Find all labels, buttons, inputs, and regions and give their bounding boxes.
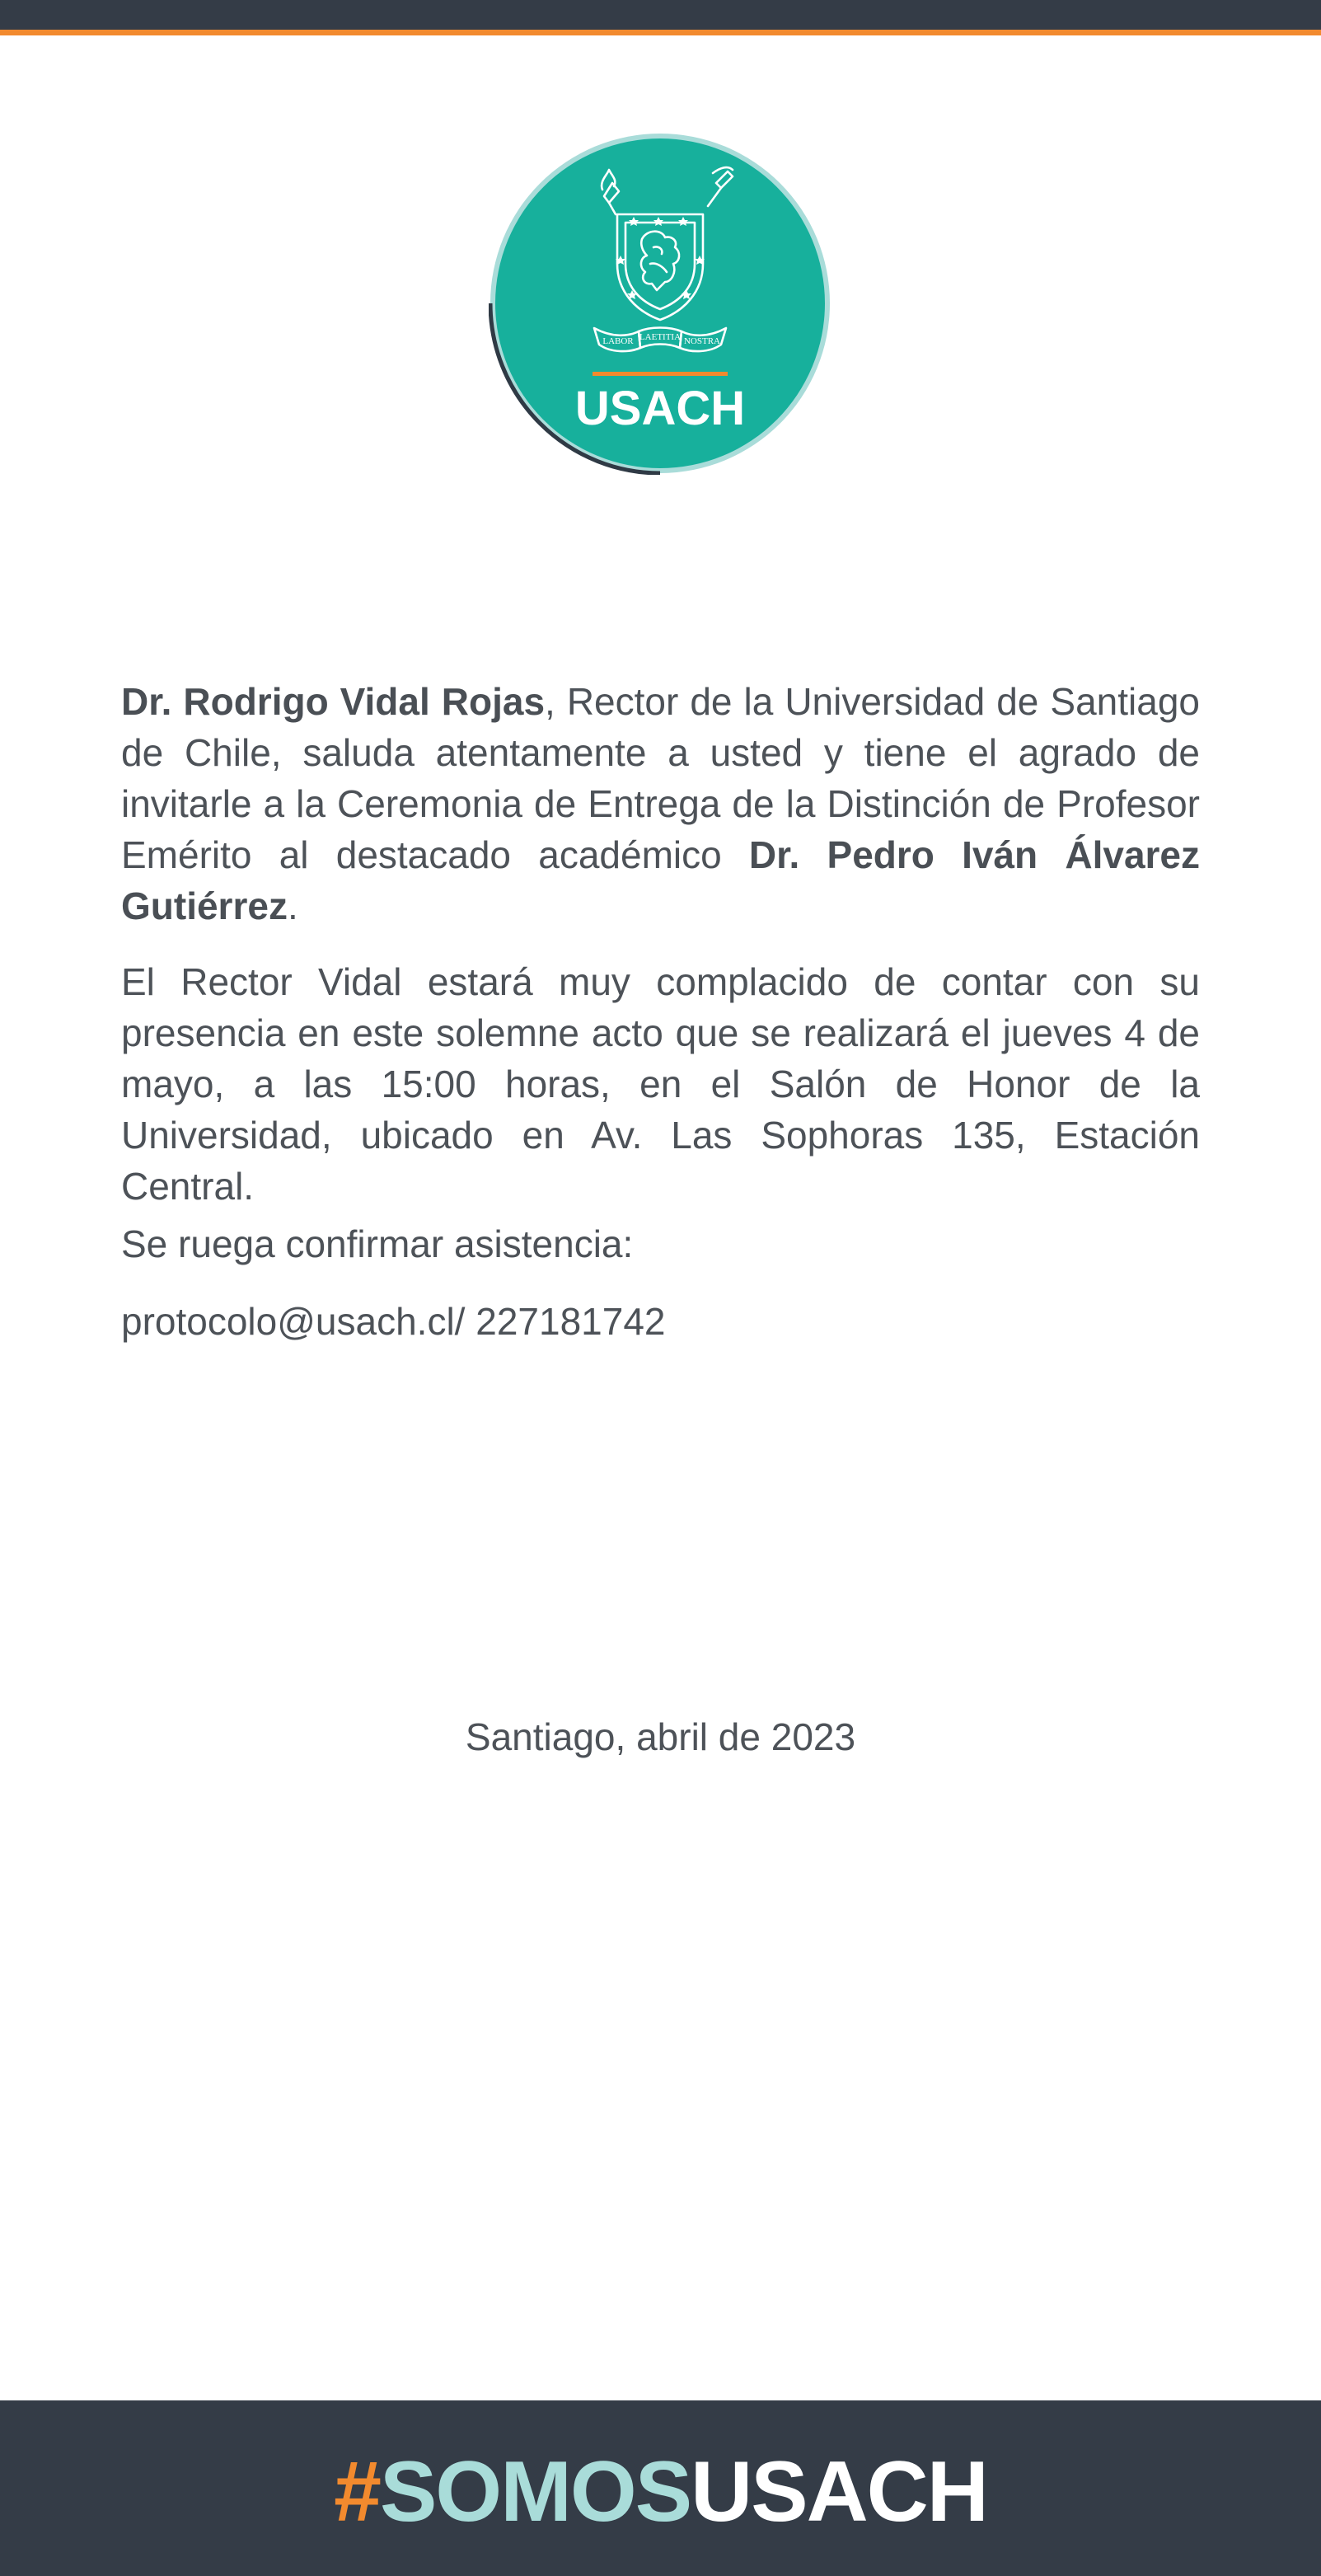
usach-logo-graphic	[489, 132, 831, 475]
rector-name: Dr. Rodrigo Vidal Rojas	[121, 680, 546, 723]
rsvp-contact[interactable]: protocolo@usach.cl/ 227181742	[121, 1300, 666, 1343]
invitation-letter	[121, 676, 1200, 1236]
letter-p1-text-a: , Rector de la Universidad de Santiago de Chile, saluda atentamente a usted y tiene el agrado de invitarle a la Ceremonia de Entrega de la Distinción de Profesor Emérito al destacado académico	[121, 680, 1200, 876]
usach-logo	[489, 132, 831, 475]
motto-word-3: NOSTRA	[683, 336, 721, 346]
top-bar	[0, 0, 1321, 30]
letter-paragraph-2: El Rector Vidal estará muy complacido de contar con su presencia en este solemne acto que se realizará el jueves 4 de mayo, a las 15:00 horas, en el Salón de Honor de la Universidad, ubicado en Av. Las Sophoras 135, Estación Central.	[121, 960, 1200, 1208]
place-date: Santiago, abril de 2023	[465, 1715, 856, 1758]
hashtag-somos: SOMOS	[379, 2444, 691, 2540]
logo-wordmark: USACH	[574, 382, 746, 435]
hashtag-somosusach	[0, 2444, 1321, 2540]
hashtag-symbol: #	[334, 2444, 380, 2540]
motto-word-1: LABOR	[602, 336, 634, 346]
letter-paragraph-1	[121, 676, 1200, 931]
honoree-name: Dr. Pedro Iván Álvarez Gutiérrez	[121, 833, 1201, 927]
top-accent-stripe	[0, 30, 1321, 35]
rsvp-label: Se ruega confirmar asistencia:	[121, 1222, 634, 1265]
rsvp-section	[121, 1218, 1200, 1373]
hashtag-usach: USACH	[691, 2444, 987, 2540]
logo-divider	[593, 372, 728, 376]
motto-word-2: LAETITIA	[639, 332, 682, 342]
letter-p1-text-b: .	[287, 884, 298, 927]
